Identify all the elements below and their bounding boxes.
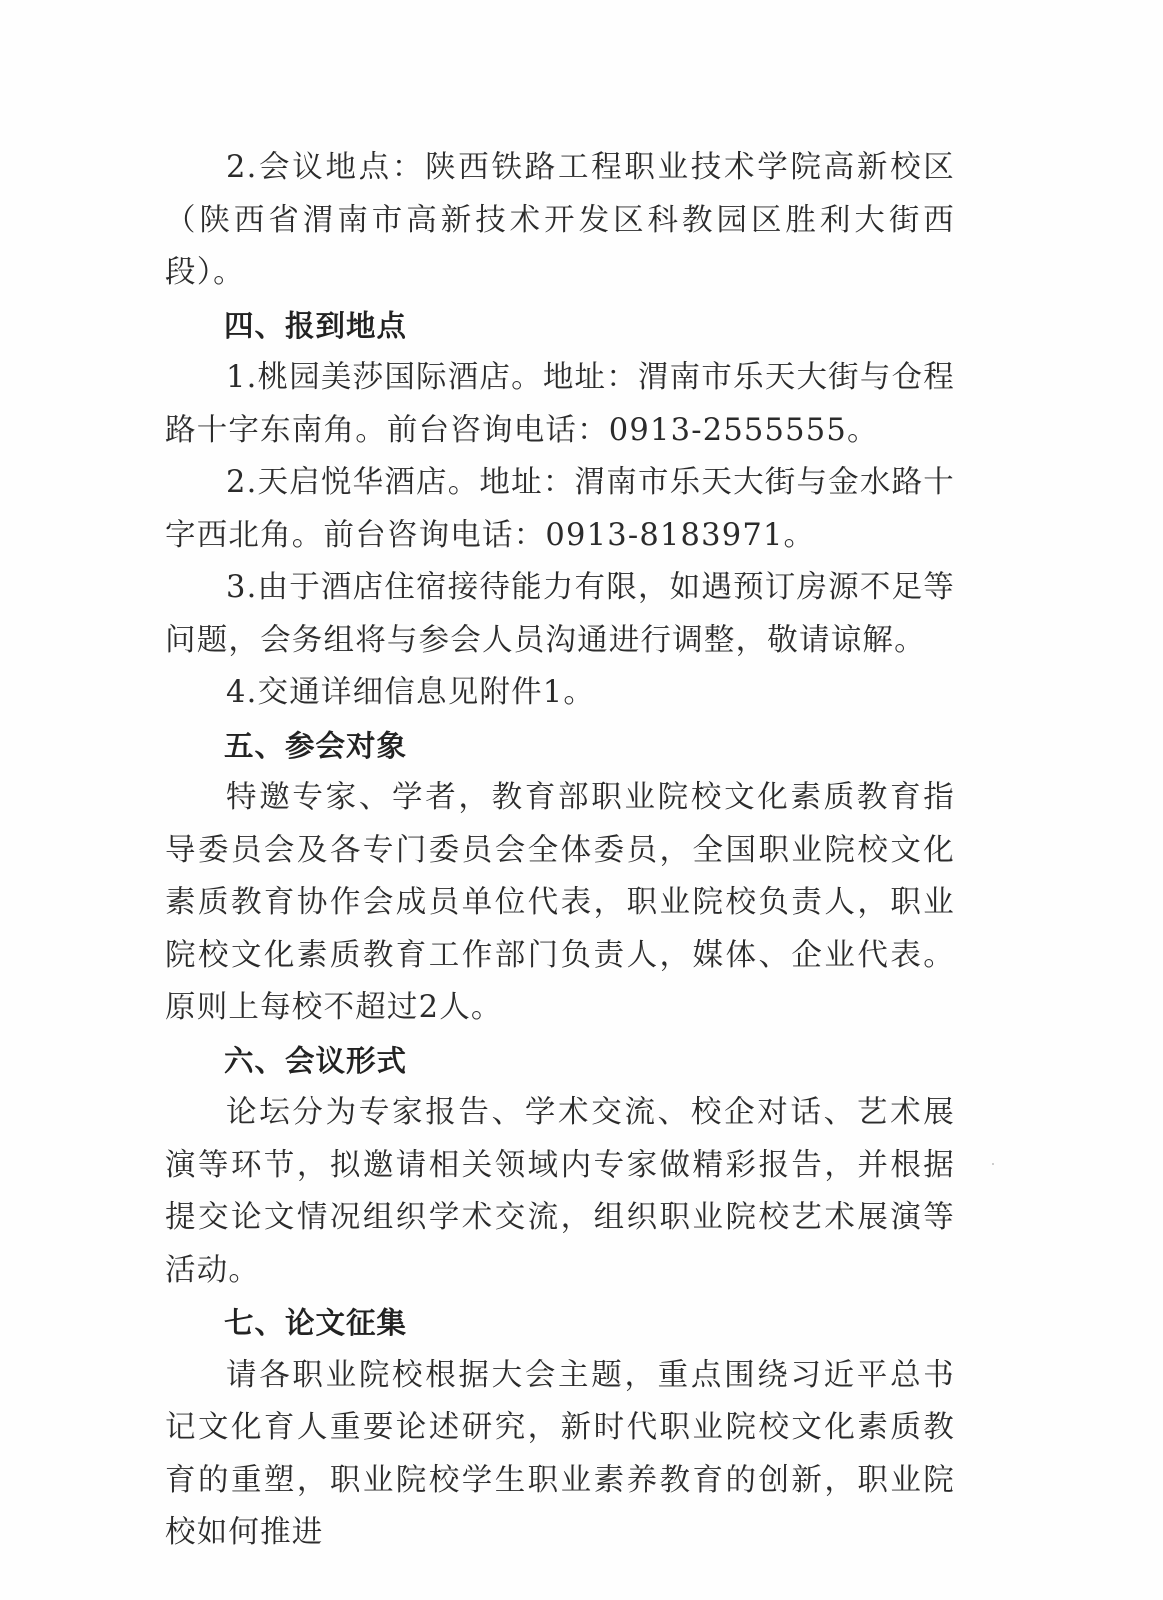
paragraph-hotel-capacity-note: 3.由于酒店住宿接待能力有限，如遇预订房源不足等问题，会务组将与参会人员沟通进行调整，敬请谅解。 xyxy=(165,570,955,658)
paragraph-paper-call: 请各职业院校根据大会主题，重点围绕习近平总书记文化育人重要论述研究，新时代职业院校文化素质教育的重塑，职业院校学生职业素养教育的创新，职业院校如何推进 xyxy=(165,1357,955,1550)
section-heading-meeting-format: 六、会议形式 xyxy=(224,1043,408,1078)
paragraph-venue: 2.会议地点：陕西铁路工程职业技术学院高新校区（陕西省渭南市高新技术开发区科教园区胜利大街西段）。 xyxy=(165,150,955,290)
paragraph-hotel-1: 1.桃园美莎国际酒店。地址：渭南市乐天大街与仓程路十字东南角。前台咨询电话：0913-2555555。 xyxy=(165,360,955,448)
section-heading-registration-location: 四、报到地点 xyxy=(224,308,408,343)
paragraph-participants: 特邀专家、学者，教育部职业院校文化素质教育指导委员会及各专门委员会全体委员，全国职业院校文化素质教育协作会成员单位代表，职业院校负责人，职业院校文化素质教育工作部门负责人，媒体、企业代表。原则上每校不超过2人。 xyxy=(165,780,955,1025)
document-body xyxy=(165,142,955,1560)
section-heading-participants: 五、参会对象 xyxy=(224,728,408,763)
paragraph-traffic-info: 4.交通详细信息见附件1。 xyxy=(226,675,596,710)
paragraph-hotel-2: 2.天启悦华酒店。地址：渭南市乐天大街与金水路十字西北角。前台咨询电话：0913-8183971。 xyxy=(165,465,955,553)
section-heading-paper-call: 七、论文征集 xyxy=(224,1306,408,1340)
scan-speck xyxy=(992,1163,994,1165)
paragraph-meeting-format: 论坛分为专家报告、学术交流、校企对话、艺术展演等环节，拟邀请相关领域内专家做精彩报告，并根据提交论文情况组织学术交流，组织职业院校艺术展演等活动。 xyxy=(165,1095,955,1288)
